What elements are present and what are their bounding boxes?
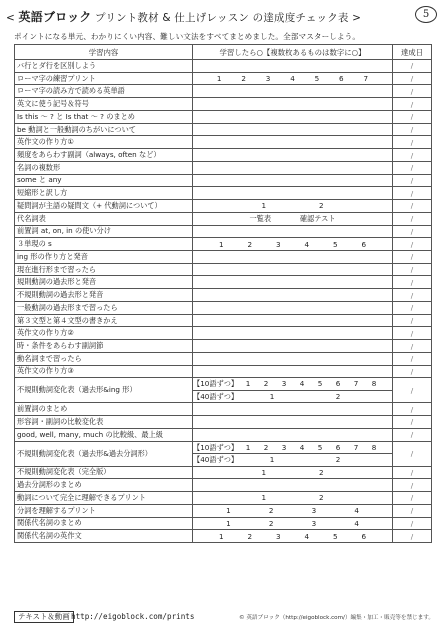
check-slash-mark: / bbox=[410, 417, 414, 427]
progress-cell[interactable] bbox=[193, 517, 393, 530]
word-count-label: 【10語ずつ】 bbox=[193, 442, 239, 452]
check-slash-mark: / bbox=[410, 74, 414, 84]
title-text: プリント教材 & 仕上げレッスン の達成度チェック表 > bbox=[91, 12, 362, 24]
progress-number[interactable]: 5 bbox=[317, 379, 323, 389]
check-slash-mark: / bbox=[410, 137, 414, 147]
topic-cell: 疑問詞が主語の疑問文（+ 代動詞について） bbox=[15, 200, 193, 213]
check-slash-mark: / bbox=[410, 303, 414, 313]
check-slash-mark: / bbox=[410, 201, 414, 211]
progress-cell[interactable] bbox=[193, 314, 393, 327]
table-row bbox=[15, 98, 432, 111]
table-row bbox=[15, 314, 432, 327]
table-row bbox=[15, 428, 432, 441]
completion-date-cell[interactable] bbox=[393, 441, 432, 466]
progress-number[interactable]: 1 bbox=[269, 455, 275, 465]
progress-number[interactable]: 5 bbox=[314, 74, 320, 84]
progress-number[interactable]: 1 bbox=[261, 201, 267, 211]
topic-cell: ローマ字の読み方で読める英単語 bbox=[15, 85, 193, 98]
check-slash-mark: / bbox=[410, 188, 414, 198]
progress-cell[interactable] bbox=[193, 251, 393, 264]
table-row bbox=[15, 492, 432, 505]
progress-cell[interactable] bbox=[193, 225, 393, 238]
progress-number[interactable]: 2 bbox=[247, 531, 253, 541]
table-row bbox=[15, 276, 432, 289]
completion-date-cell[interactable] bbox=[393, 301, 432, 314]
progress-number[interactable]: 3 bbox=[275, 239, 281, 249]
progress-number[interactable]: 7 bbox=[353, 442, 359, 452]
footer-copyright: © 英語ブロック（http://eigoblock.com/）編集・加工・販売等を禁じます。 bbox=[238, 615, 434, 621]
progress-number[interactable]: 6 bbox=[361, 239, 367, 249]
completion-date-cell[interactable] bbox=[393, 200, 432, 213]
progress-number[interactable]: 3 bbox=[281, 442, 287, 452]
page-title bbox=[6, 8, 361, 25]
check-slash-mark: / bbox=[410, 163, 414, 173]
progress-cell[interactable] bbox=[193, 149, 393, 162]
completion-date-cell[interactable] bbox=[393, 212, 432, 225]
topic-cell: 代名詞表 bbox=[15, 212, 193, 225]
table-row bbox=[15, 327, 432, 340]
check-slash-mark: / bbox=[410, 449, 414, 459]
progress-number[interactable]: 6 bbox=[339, 74, 344, 84]
check-slash-mark: / bbox=[410, 354, 414, 364]
check-slash-mark: / bbox=[410, 341, 414, 351]
table-row bbox=[15, 200, 432, 213]
completion-date-cell[interactable] bbox=[393, 123, 432, 136]
topic-cell: 時・条件をあらわす副詞節 bbox=[15, 340, 193, 353]
progress-number[interactable]: 2 bbox=[318, 201, 324, 211]
title-bracket: < bbox=[6, 12, 19, 24]
check-slash-mark: / bbox=[410, 518, 414, 528]
topic-cell: 過去分詞形のまとめ bbox=[15, 479, 193, 492]
progress-number[interactable]: 2 bbox=[335, 455, 341, 465]
progress-cell[interactable] bbox=[193, 161, 393, 174]
topic-cell: 動名詞まで習ったら bbox=[15, 352, 193, 365]
check-slash-mark: / bbox=[410, 506, 414, 516]
progress-cell[interactable] bbox=[193, 238, 393, 251]
progress-number[interactable]: 3 bbox=[311, 506, 317, 516]
word-count-label: 【40語ずつ】 bbox=[193, 391, 239, 401]
table-row bbox=[15, 149, 432, 162]
completion-date-cell[interactable] bbox=[393, 289, 432, 302]
topic-cell: be 動詞と一般動詞のちがいについて bbox=[15, 123, 193, 136]
brand-logo: 英語ブロック bbox=[18, 10, 92, 24]
progress-cell[interactable] bbox=[193, 289, 393, 302]
column-header-topic: 学習内容 bbox=[15, 45, 193, 60]
progress-cell[interactable] bbox=[193, 85, 393, 98]
table-row bbox=[15, 263, 432, 276]
completion-date-cell[interactable] bbox=[393, 161, 432, 174]
progress-number[interactable]: 2 bbox=[247, 239, 253, 249]
check-slash-mark: / bbox=[410, 531, 414, 541]
progress-number[interactable]: 1 bbox=[261, 467, 267, 477]
topic-cell: 形容詞・副詞の比較変化表 bbox=[15, 416, 193, 429]
progress-number[interactable]: 1 bbox=[218, 239, 224, 249]
progress-number[interactable]: 6 bbox=[335, 442, 341, 452]
progress-number[interactable]: 4 bbox=[304, 239, 310, 249]
completion-date-cell[interactable] bbox=[393, 174, 432, 187]
check-slash-mark: / bbox=[410, 430, 414, 440]
completion-date-cell[interactable] bbox=[393, 466, 432, 479]
footer-url-link[interactable]: http://eigoblock.com/prints bbox=[71, 612, 195, 621]
completion-date-cell[interactable] bbox=[393, 85, 432, 98]
topic-cell: 英作文の作り方② bbox=[15, 327, 193, 340]
progress-cell[interactable] bbox=[193, 187, 393, 200]
topic-cell: ローマ字の練習プリント bbox=[15, 72, 193, 85]
table-row bbox=[15, 403, 432, 416]
progress-cell[interactable] bbox=[193, 340, 393, 353]
table-row bbox=[15, 225, 432, 238]
completion-date-cell[interactable] bbox=[393, 136, 432, 149]
completion-date-cell[interactable] bbox=[393, 327, 432, 340]
completion-date-cell[interactable] bbox=[393, 403, 432, 416]
table-row bbox=[15, 289, 432, 302]
topic-cell: 第３文型と第４文型の書きかえ bbox=[15, 314, 193, 327]
progress-cell[interactable] bbox=[193, 200, 393, 213]
completion-date-cell[interactable] bbox=[393, 187, 432, 200]
completion-date-cell[interactable] bbox=[393, 504, 432, 517]
progress-number[interactable]: 1 bbox=[245, 442, 251, 452]
progress-number[interactable]: 1 bbox=[226, 518, 231, 528]
checklist-table bbox=[14, 44, 432, 543]
progress-cell[interactable] bbox=[193, 110, 393, 123]
topic-cell: 関係代名詞の英作文 bbox=[15, 530, 193, 543]
progress-number[interactable]: 8 bbox=[371, 379, 377, 389]
progress-number[interactable]: 2 bbox=[335, 391, 341, 401]
table-row bbox=[15, 123, 432, 136]
topic-cell: 頻度をあらわす副詞（always, often など） bbox=[15, 149, 193, 162]
topic-cell: 動詞について完全に理解できるプリント bbox=[15, 492, 193, 505]
table-row bbox=[15, 504, 432, 517]
progress-number[interactable]: 1 bbox=[218, 531, 224, 541]
topic-cell: バ行とダ行を区別しよう bbox=[15, 60, 193, 73]
progress-cell[interactable] bbox=[193, 352, 393, 365]
topic-cell: good, well, many, much の比較級、最上級 bbox=[15, 428, 193, 441]
check-slash-mark: / bbox=[410, 150, 414, 160]
completion-date-cell[interactable] bbox=[393, 72, 432, 85]
progress-number[interactable]: 2 bbox=[268, 506, 274, 516]
progress-cell[interactable] bbox=[193, 263, 393, 276]
check-slash-mark: / bbox=[410, 366, 414, 376]
word-count-label: 【40語ずつ】 bbox=[193, 455, 239, 465]
progress-number[interactable]: 2 bbox=[263, 379, 269, 389]
progress-cell[interactable] bbox=[193, 403, 393, 416]
progress-cell[interactable] bbox=[193, 136, 393, 149]
check-slash-mark: / bbox=[410, 290, 414, 300]
progress-number[interactable]: 3 bbox=[275, 531, 281, 541]
table-row bbox=[15, 187, 432, 200]
completion-date-cell[interactable] bbox=[393, 238, 432, 251]
topic-cell: 英文に使う記号＆符号 bbox=[15, 98, 193, 111]
progress-number[interactable]: 2 bbox=[241, 74, 246, 84]
topic-cell: 前置詞のまとめ bbox=[15, 403, 193, 416]
table-row bbox=[15, 85, 432, 98]
check-slash-mark: / bbox=[410, 265, 414, 275]
completion-date-cell[interactable] bbox=[393, 530, 432, 543]
completion-date-cell[interactable] bbox=[393, 340, 432, 353]
completion-date-cell[interactable] bbox=[393, 517, 432, 530]
table-row bbox=[15, 441, 432, 466]
progress-cell[interactable] bbox=[193, 60, 393, 73]
topic-cell: 不規則動詞変化表（過去形&ing 形） bbox=[15, 378, 193, 403]
word-count-label: 【10語ずつ】 bbox=[193, 379, 239, 389]
check-slash-mark: / bbox=[410, 493, 414, 503]
topic-cell: 規則動詞の過去形と発音 bbox=[15, 276, 193, 289]
topic-cell: 分詞を理解するプリント bbox=[15, 504, 193, 517]
progress-number[interactable]: 2 bbox=[263, 442, 269, 452]
check-slash-mark: / bbox=[410, 252, 414, 262]
progress-number[interactable]: 3 bbox=[281, 379, 287, 389]
intro-text: ポイントになる単元、わかりにくい内容、難しい文法をすべてまとめました。全部マスターしよう。 bbox=[14, 32, 361, 41]
completion-date-cell[interactable] bbox=[393, 492, 432, 505]
check-slash-mark: / bbox=[410, 86, 414, 96]
page-number-badge: 5 bbox=[415, 6, 437, 23]
completion-date-cell[interactable] bbox=[393, 352, 432, 365]
topic-cell: ing 形の作り方と発音 bbox=[15, 251, 193, 264]
progress-number[interactable]: 1 bbox=[226, 506, 231, 516]
table-row bbox=[15, 136, 432, 149]
table-row bbox=[15, 340, 432, 353]
check-slash-mark: / bbox=[410, 112, 414, 122]
progress-cell[interactable] bbox=[193, 212, 393, 225]
check-slash-mark: / bbox=[410, 316, 414, 326]
progress-cell[interactable] bbox=[193, 441, 393, 466]
topic-cell: some と any bbox=[15, 174, 193, 187]
progress-number[interactable]: 7 bbox=[353, 379, 359, 389]
table-row bbox=[15, 212, 432, 225]
progress-number[interactable]: 6 bbox=[361, 531, 367, 541]
progress-cell[interactable] bbox=[193, 416, 393, 429]
topic-cell: 前置詞 at, on, in の使い分け bbox=[15, 225, 193, 238]
topic-cell: 不規則動詞変化表（過去形&過去分詞形） bbox=[15, 441, 193, 466]
progress-cell[interactable] bbox=[193, 327, 393, 340]
table-row bbox=[15, 110, 432, 123]
table-row bbox=[15, 238, 432, 251]
check-slash-mark: / bbox=[410, 125, 414, 135]
progress-cell[interactable] bbox=[193, 504, 393, 517]
topic-cell: 関係代名詞のまとめ bbox=[15, 517, 193, 530]
topic-cell: 名詞の複数形 bbox=[15, 161, 193, 174]
progress-number[interactable]: 6 bbox=[335, 379, 341, 389]
progress-number[interactable]: 4 bbox=[354, 518, 359, 528]
progress-number[interactable]: 4 bbox=[354, 506, 359, 516]
progress-number[interactable]: 5 bbox=[332, 531, 338, 541]
completion-date-cell[interactable] bbox=[393, 110, 432, 123]
topic-cell: 不規則動詞変化表（完全版） bbox=[15, 466, 193, 479]
check-slash-mark: / bbox=[410, 214, 414, 224]
topic-cell: ３単現の s bbox=[15, 238, 193, 251]
progress-cell[interactable] bbox=[193, 479, 393, 492]
progress-number[interactable]: 2 bbox=[268, 518, 274, 528]
topic-cell: 短縮形と訳し方 bbox=[15, 187, 193, 200]
check-slash-mark: / bbox=[410, 328, 414, 338]
progress-number[interactable]: 3 bbox=[311, 518, 317, 528]
completion-date-cell[interactable] bbox=[393, 314, 432, 327]
progress-cell[interactable] bbox=[193, 276, 393, 289]
completion-date-cell[interactable] bbox=[393, 378, 432, 403]
page-header bbox=[6, 6, 441, 28]
check-slash-mark: / bbox=[410, 175, 414, 185]
table-row bbox=[15, 72, 432, 85]
progress-cell[interactable] bbox=[193, 378, 393, 403]
table-header-row bbox=[15, 45, 432, 60]
progress-number[interactable]: 1 bbox=[261, 493, 267, 503]
table-row bbox=[15, 365, 432, 378]
table-row bbox=[15, 378, 432, 403]
progress-cell[interactable] bbox=[193, 72, 393, 85]
topic-cell: 一般動詞の過去形まで習ったら bbox=[15, 301, 193, 314]
completion-date-cell[interactable] bbox=[393, 149, 432, 162]
check-slash-mark: / bbox=[410, 226, 414, 236]
topic-cell: 現在進行形まで習ったら bbox=[15, 263, 193, 276]
progress-number[interactable]: 確認テスト bbox=[299, 213, 336, 223]
table-row bbox=[15, 479, 432, 492]
completion-date-cell[interactable] bbox=[393, 365, 432, 378]
footer-tag: テキスト＆動画 bbox=[14, 611, 74, 623]
progress-cell[interactable] bbox=[193, 466, 393, 479]
progress-number[interactable]: 5 bbox=[317, 442, 323, 452]
progress-number[interactable]: 4 bbox=[290, 74, 295, 84]
progress-number[interactable]: 5 bbox=[332, 239, 338, 249]
progress-number[interactable]: 3 bbox=[265, 74, 271, 84]
progress-number[interactable]: 1 bbox=[245, 379, 251, 389]
progress-number[interactable]: 7 bbox=[363, 74, 369, 84]
table-row bbox=[15, 60, 432, 73]
progress-number[interactable]: 2 bbox=[318, 493, 324, 503]
column-header-done: 達成日 bbox=[393, 45, 432, 60]
progress-cell[interactable] bbox=[193, 492, 393, 505]
page-footer bbox=[14, 611, 434, 623]
progress-cell[interactable] bbox=[193, 301, 393, 314]
check-slash-mark: / bbox=[410, 480, 414, 490]
check-slash-mark: / bbox=[410, 99, 414, 109]
progress-number[interactable]: 4 bbox=[299, 442, 305, 452]
table-row bbox=[15, 466, 432, 479]
table-row bbox=[15, 301, 432, 314]
check-slash-mark: / bbox=[410, 61, 414, 71]
table-row bbox=[15, 174, 432, 187]
completion-date-cell[interactable] bbox=[393, 98, 432, 111]
completion-date-cell[interactable] bbox=[393, 60, 432, 73]
table-row bbox=[15, 352, 432, 365]
progress-cell[interactable] bbox=[193, 530, 393, 543]
progress-number[interactable]: 4 bbox=[299, 379, 305, 389]
progress-number[interactable]: 4 bbox=[304, 531, 310, 541]
topic-cell: Is this ～ ? と Is that ～ ? のまとめ bbox=[15, 110, 193, 123]
progress-cell[interactable] bbox=[193, 123, 393, 136]
progress-cell[interactable] bbox=[193, 98, 393, 111]
completion-date-cell[interactable] bbox=[393, 276, 432, 289]
check-slash-mark: / bbox=[410, 239, 414, 249]
table-row bbox=[15, 416, 432, 429]
topic-cell: 英作文の作り方③ bbox=[15, 365, 193, 378]
check-slash-mark: / bbox=[410, 467, 414, 477]
check-slash-mark: / bbox=[410, 385, 414, 395]
table-row bbox=[15, 517, 432, 530]
progress-number[interactable]: 8 bbox=[371, 442, 377, 452]
progress-number[interactable]: 一覧表 bbox=[249, 213, 272, 223]
completion-date-cell[interactable] bbox=[393, 263, 432, 276]
table-row bbox=[15, 251, 432, 264]
completion-date-cell[interactable] bbox=[393, 479, 432, 492]
progress-cell[interactable] bbox=[193, 428, 393, 441]
completion-date-cell[interactable] bbox=[393, 251, 432, 264]
completion-date-cell[interactable] bbox=[393, 225, 432, 238]
check-slash-mark: / bbox=[410, 277, 414, 287]
progress-number[interactable]: 1 bbox=[216, 74, 222, 84]
completion-date-cell[interactable] bbox=[393, 416, 432, 429]
check-slash-mark: / bbox=[410, 404, 414, 414]
column-header-progress: 学習したら○【複数枚あるものは数字に○】 bbox=[193, 45, 393, 60]
progress-number[interactable]: 2 bbox=[318, 467, 324, 477]
completion-date-cell[interactable] bbox=[393, 428, 432, 441]
topic-cell: 英作文の作り方① bbox=[15, 136, 193, 149]
table-row bbox=[15, 530, 432, 543]
progress-cell[interactable] bbox=[193, 365, 393, 378]
progress-number[interactable]: 1 bbox=[269, 391, 275, 401]
progress-cell[interactable] bbox=[193, 174, 393, 187]
topic-cell: 不規則動詞の過去形と発音 bbox=[15, 289, 193, 302]
table-row bbox=[15, 161, 432, 174]
